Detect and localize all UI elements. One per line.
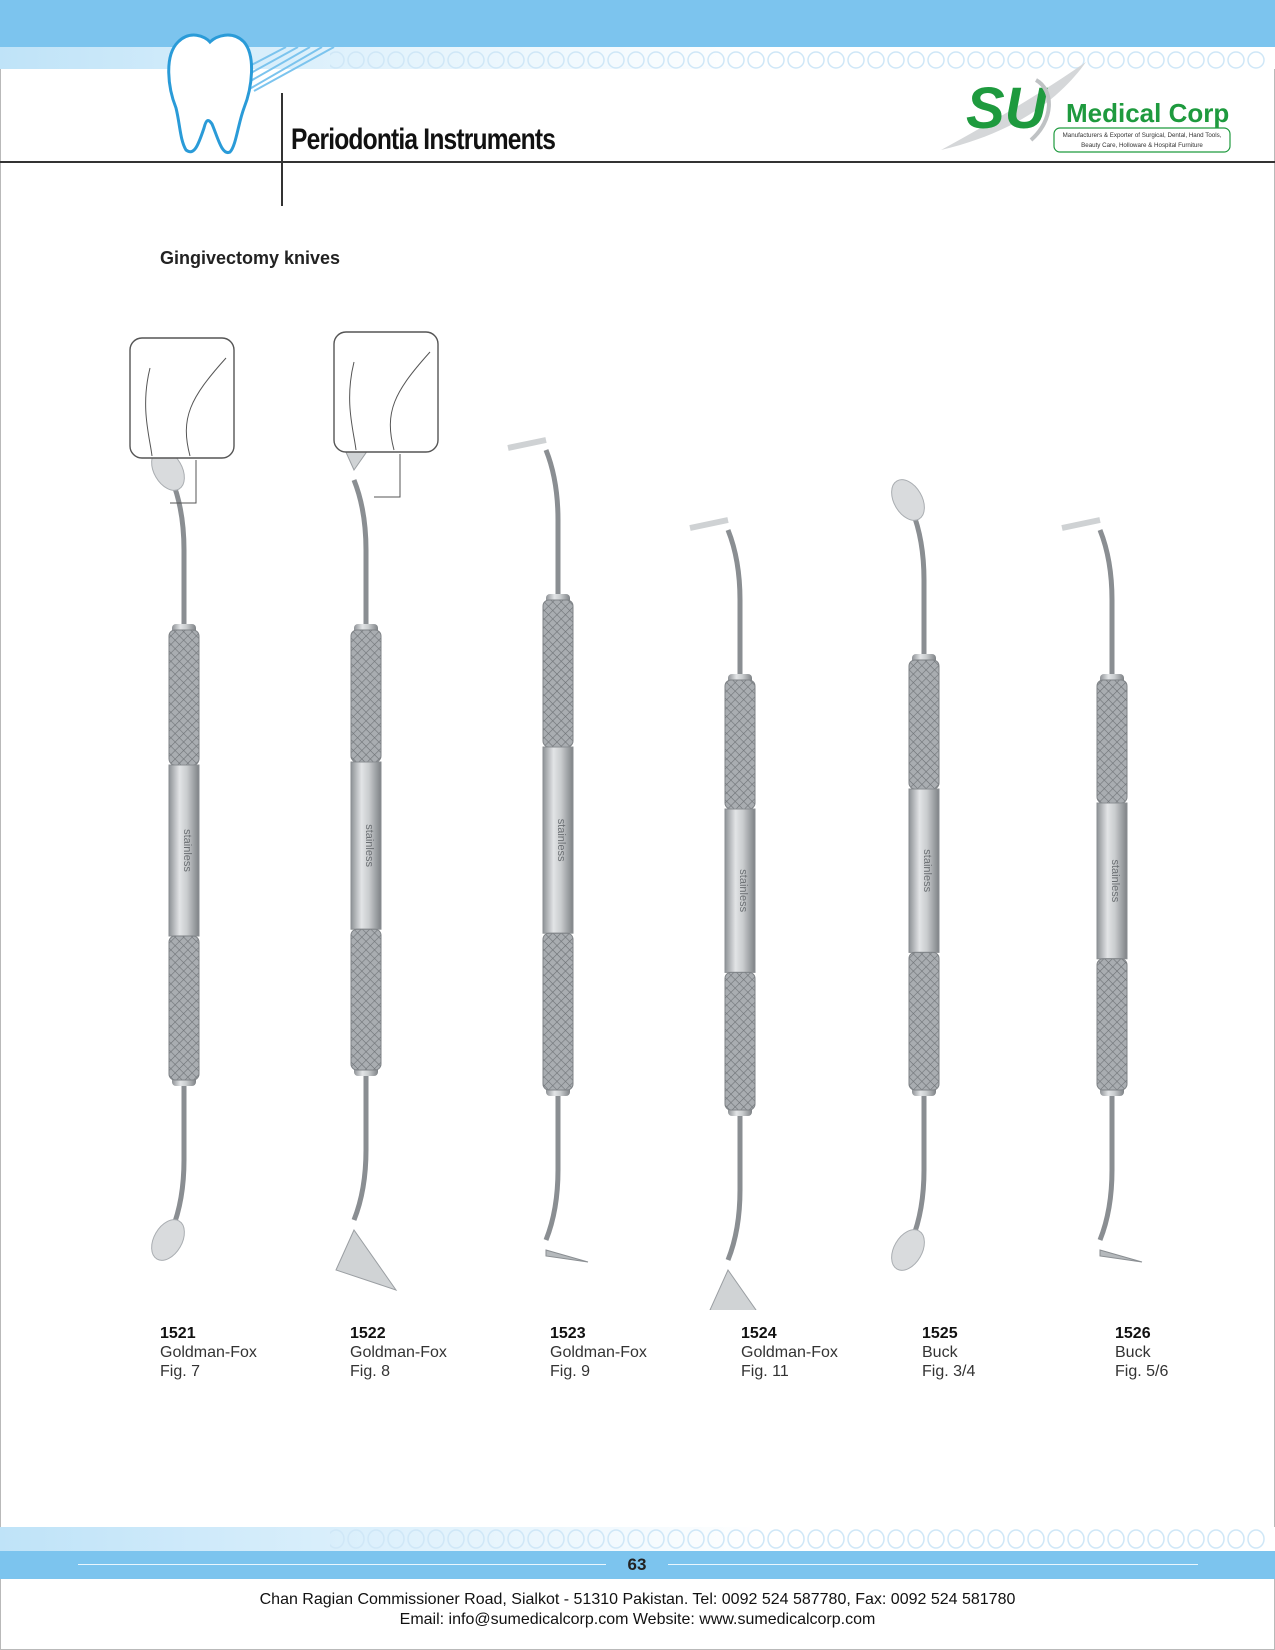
- product-1524: [741, 1324, 911, 1381]
- footer-address: [0, 1590, 1275, 1630]
- instrument-illustrations: [120, 330, 1220, 1310]
- product-code: 1521: [160, 1325, 196, 1342]
- product-1526: [1115, 1324, 1275, 1381]
- product-figure: Fig. 11: [741, 1363, 789, 1380]
- header-rule: [0, 161, 1275, 163]
- tooth-icon: [160, 28, 260, 158]
- product-name: Goldman-Fox: [160, 1344, 257, 1361]
- product-1522: [350, 1324, 520, 1381]
- footer-ring-pattern: [330, 1528, 1275, 1550]
- product-name: Goldman-Fox: [741, 1344, 838, 1361]
- company-logo: [936, 50, 1236, 160]
- product-1523: [550, 1324, 720, 1381]
- product-name: Buck: [1115, 1344, 1151, 1361]
- page-title: Periodontia Instruments: [291, 123, 556, 156]
- instrument-1526: [1062, 520, 1142, 1262]
- handle-marking: stainless: [921, 849, 933, 893]
- product-name: Goldman-Fox: [350, 1344, 447, 1361]
- instrument-1521: [145, 444, 199, 1266]
- product-figure: Fig. 9: [550, 1363, 591, 1380]
- header-vertical-rule: [281, 93, 283, 206]
- product-figure: Fig. 5/6: [1115, 1363, 1169, 1380]
- handle-marking: stainless: [737, 869, 749, 913]
- product-code: 1526: [1115, 1325, 1151, 1342]
- product-figure: Fig. 8: [350, 1363, 391, 1380]
- product-figure: Fig. 7: [160, 1363, 201, 1380]
- product-code: 1523: [550, 1325, 586, 1342]
- product-code: 1525: [922, 1325, 958, 1342]
- svg-text:Beauty Care, Holloware & Hospi: Beauty Care, Holloware & Hospital Furniture: [1081, 142, 1203, 149]
- svg-text:Medical Corp: Medical Corp: [1066, 98, 1230, 128]
- product-figure: Fig. 3/4: [922, 1363, 976, 1380]
- product-code: 1524: [741, 1325, 777, 1342]
- contact-line: Email: info@sumedicalcorp.com Website: www.sumedicalcorp.com: [399, 1611, 876, 1628]
- page-number: 63: [606, 1551, 668, 1579]
- svg-text:Manufacturers & Exporter of Su: Manufacturers & Exporter of Surgical, Dental, Hand Tools,: [1062, 132, 1222, 139]
- handle-marking: stainless: [181, 829, 193, 872]
- instrument-1525: [885, 474, 939, 1276]
- product-1525: [922, 1324, 1092, 1381]
- handle-marking: stainless: [555, 818, 567, 862]
- address-line: Chan Ragian Commissioner Road, Sialkot - 51310 Pakistan. Tel: 0092 524 587780, Fax: 0092 524 581780: [259, 1591, 1016, 1608]
- instrument-1523: [508, 440, 588, 1262]
- instrument-1522: [336, 410, 396, 1290]
- detail-callout-1522: [334, 332, 438, 497]
- product-name: Goldman-Fox: [550, 1344, 647, 1361]
- subsection-title: Gingivectomy knives: [160, 248, 341, 268]
- handle-marking: stainless: [1109, 859, 1121, 903]
- product-1521: [160, 1324, 330, 1381]
- handle-marking: stainless: [363, 824, 375, 867]
- product-name: Buck: [922, 1344, 958, 1361]
- svg-text:SU: SU: [966, 76, 1047, 141]
- product-code: 1522: [350, 1325, 386, 1342]
- instrument-1524: [690, 520, 770, 1310]
